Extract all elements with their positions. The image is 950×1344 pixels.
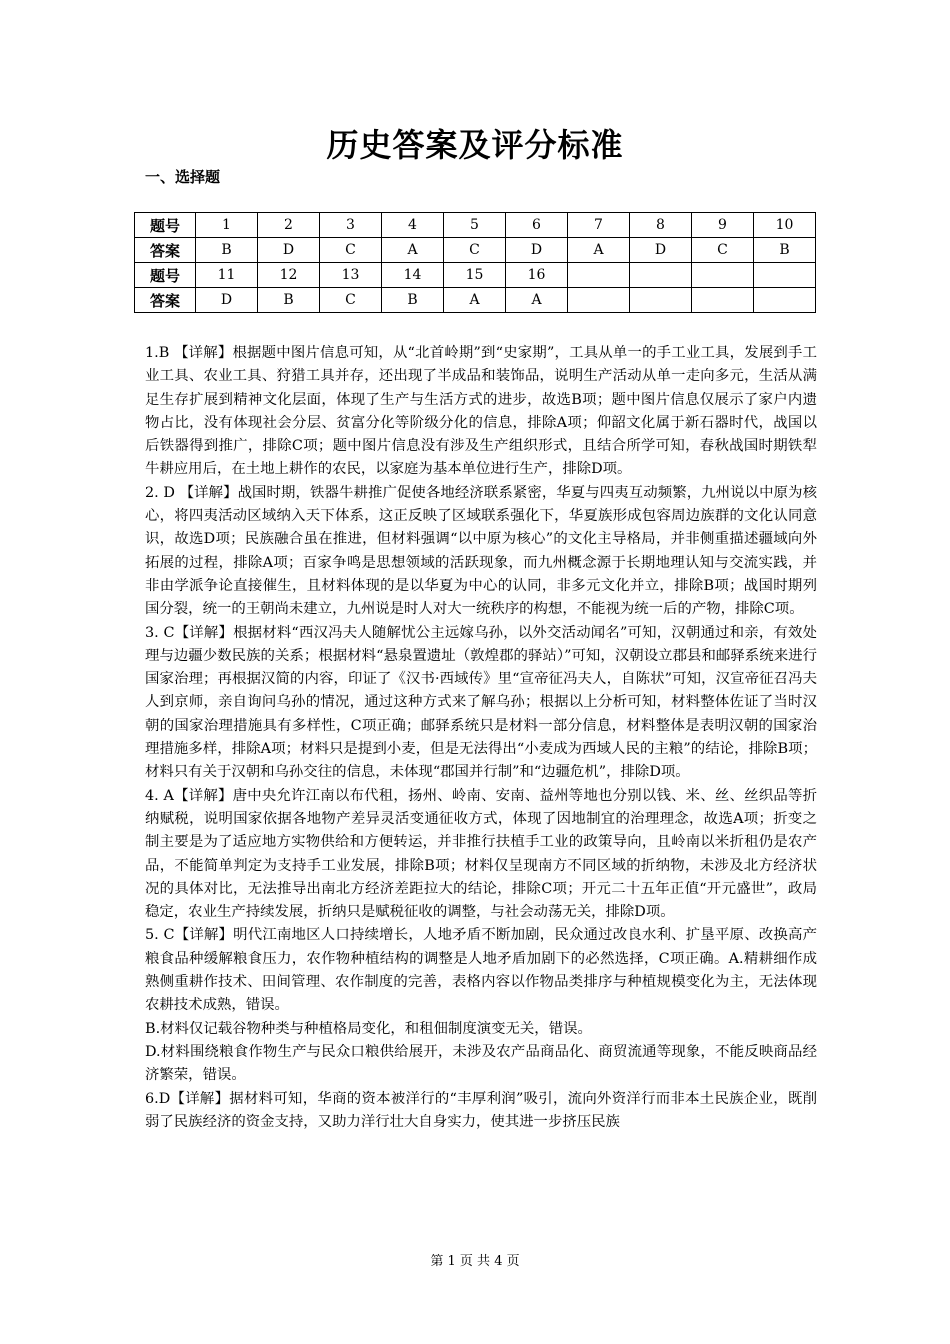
table-cell: B bbox=[196, 238, 258, 263]
table-cell: 16 bbox=[506, 263, 568, 288]
table-cell bbox=[692, 288, 754, 313]
table-cell: A bbox=[568, 238, 630, 263]
explanation-paragraph: 4. A【详解】唐中央允许江南以布代租，扬州、岭南、安南、益州等地也分别以钱、米、丝、丝织品等折纳赋税，说明国家依据各地物产差异灵活变通征收方式，体现了因地制宜的治理理念，故选A项；折变之制主要是为了适应地方实物供给和方便转运，并非推行扶植手工业的政策导向，且岭南以米折租仍是农产品，不能简单判定为支持手工业发展，排除B项；材料仅呈现南方不同区域的折纳物，未涉及北方经济状况的具体对比，无法推导出南北方经济差距拉大的结论，排除C项；开元二十五年正值“开元盛世”，政局稳定，农业生产持续发展，折纳只是赋税征收的调整，与社会动荡无关，排除D项。 bbox=[145, 787, 817, 921]
row-header: 答案 bbox=[135, 238, 196, 263]
table-cell: D bbox=[196, 288, 258, 313]
table-row bbox=[135, 213, 816, 238]
table-cell bbox=[754, 288, 816, 313]
table-cell bbox=[692, 263, 754, 288]
page-title: 历史答案及评分标准 bbox=[326, 126, 624, 164]
table-row bbox=[135, 238, 816, 263]
page-footer: 第 1 页 共 4 页 bbox=[430, 1254, 520, 1269]
table-cell: 13 bbox=[320, 263, 382, 288]
explanation-paragraph: 1.B 【详解】根据题中图片信息可知，从“北首岭期”到“史家期”，工具从单一的手工业工具，发展到手工业工具、农业工具、狩猎工具并存，还出现了半成品和装饰品，说明生产活动从单一走向多元，生活从满足生存扩展到精神文化层面，体现了生产与生活方式的进步，故选B项；题中图片信息仅展示了家户内遗物占比，没有体现社会分层、贫富分化等阶级分化的信息，排除A项；仰韶文化属于新石器时代，战国以后铁器得到推广，排除C项；题中图片信息没有涉及生产组织形式，且结合所学可知，春秋战国时期铁犁牛耕应用后，在土地上耕作的农民，以家庭为基本单位进行生产，排除D项。 bbox=[145, 345, 817, 478]
table-cell: 6 bbox=[506, 213, 568, 238]
table-cell: D bbox=[630, 238, 692, 263]
table-cell: 11 bbox=[196, 263, 258, 288]
table-cell: D bbox=[506, 238, 568, 263]
table-cell: D bbox=[258, 238, 320, 263]
explanation-paragraph: 3. C【详解】根据材料“西汉冯夫人随解忧公主远嫁乌孙，以外交活动闻名”可知，汉朝通过和亲，有效处理与边疆少数民族的关系；根据材料“悬泉置遗址（敦煌郡的驿站）”可知，汉朝设立郡县和邮驿系统来进行国家治理；再根据汉简的内容，印证了《汉书·西域传》里“宣帝征冯夫人，自陈状”可知，汉宣帝征召冯夫人到京师，亲自询问乌孙的情况，通过这种方式来了解乌孙；根据以上分析可知，材料整体佐证了当时汉朝的国家治理措施具有多样性，C项正确；邮驿系统只是材料一部分信息，材料整体是表明汉朝的国家治理措施多样，排除A项；材料只是提到小麦，但是无法得出“小麦成为西域人民的主粮”的结论，排除B项；材料只有关于汉朝和乌孙交往的信息，未体现“郡国并行制”和“边疆危机”，排除D项。 bbox=[145, 624, 817, 781]
explanation-paragraph: 2. D 【详解】战国时期，铁器牛耕推广促使各地经济联系紧密，华夏与四夷互动频繁，九州说以中原为核心，将四夷活动区域纳入天下体系，这正反映了区域联系强化下，华夏族形成包容周边族群的文化认同意识，故选D项；民族融合虽在推进，但材料强调“以中原为核心”的文化主导格局，并非侧重描述疆域向外拓展的过程，排除A项；百家争鸣是思想领域的活跃现象，而九州概念源于长期地理认知与交流实践，并非由学派争论直接催生，且材料体现的是以华夏为中心的认同，非多元文化并立，排除B项；战国时期列国分裂，统一的王朝尚未建立，九州说是时人对大一统秩序的构想，不能视为统一后的产物，排除C项。 bbox=[145, 484, 817, 618]
explanations bbox=[145, 342, 817, 1134]
row-header: 题号 bbox=[135, 263, 196, 288]
table-cell: B bbox=[754, 238, 816, 263]
section-heading: 一、选择题 bbox=[145, 168, 221, 186]
table-cell: A bbox=[444, 288, 506, 313]
row-header: 题号 bbox=[135, 213, 196, 238]
table-row bbox=[135, 288, 816, 313]
table-cell: 14 bbox=[382, 263, 444, 288]
table-cell bbox=[568, 263, 630, 288]
table-cell: 5 bbox=[444, 213, 506, 238]
explanation-paragraph: D.材料围绕粮食作物生产与民众口粮供给展开，未涉及农产品商品化、商贸流通等现象，不能反映商品经济繁荣，错误。 bbox=[145, 1043, 817, 1084]
table-cell bbox=[630, 263, 692, 288]
table-cell: C bbox=[320, 238, 382, 263]
table-cell: 3 bbox=[320, 213, 382, 238]
table-cell: C bbox=[320, 288, 382, 313]
table-cell bbox=[630, 288, 692, 313]
table-cell: 12 bbox=[258, 263, 320, 288]
table-cell: A bbox=[506, 288, 568, 313]
table-cell: C bbox=[692, 238, 754, 263]
table-cell: 15 bbox=[444, 263, 506, 288]
table-cell: 4 bbox=[382, 213, 444, 238]
table-cell: 10 bbox=[754, 213, 816, 238]
table-cell: 2 bbox=[258, 213, 320, 238]
table-cell: B bbox=[382, 288, 444, 313]
table-cell: B bbox=[258, 288, 320, 313]
table-cell: 8 bbox=[630, 213, 692, 238]
explanation-paragraph: 5. C【详解】明代江南地区人口持续增长，人地矛盾不断加剧，民众通过改良水利、扩垦平原、改换高产粮食品种缓解粮食压力，农作物种植结构的调整是人地矛盾加剧下的必然选择，C项正确。A.精耕细作成熟侧重耕作技术、田间管理、农作制度的完善，表格内容以作物品类排序与种植规模变化为主，无法体现农耕技术成熟，错误。 bbox=[145, 927, 817, 1014]
explanation-paragraph: B.材料仅记载谷物种类与种植格局变化，和租佃制度演变无关，错误。 bbox=[145, 1020, 592, 1037]
table-cell: 9 bbox=[692, 213, 754, 238]
answer-table bbox=[134, 212, 816, 313]
table-cell bbox=[754, 263, 816, 288]
explanation-paragraph: 6.D【详解】据材料可知，华商的资本被洋行的“丰厚利润”吸引，流向外资洋行而非本土民族企业，既削弱了民族经济的资金支持，又助力洋行壮大自身实力，使其进一步挤压民族 bbox=[145, 1090, 817, 1130]
table-cell: A bbox=[382, 238, 444, 263]
table-cell: C bbox=[444, 238, 506, 263]
table-cell bbox=[568, 288, 630, 313]
table-row bbox=[135, 263, 816, 288]
table-cell: 1 bbox=[196, 213, 258, 238]
row-header: 答案 bbox=[135, 288, 196, 313]
table-cell: 7 bbox=[568, 213, 630, 238]
